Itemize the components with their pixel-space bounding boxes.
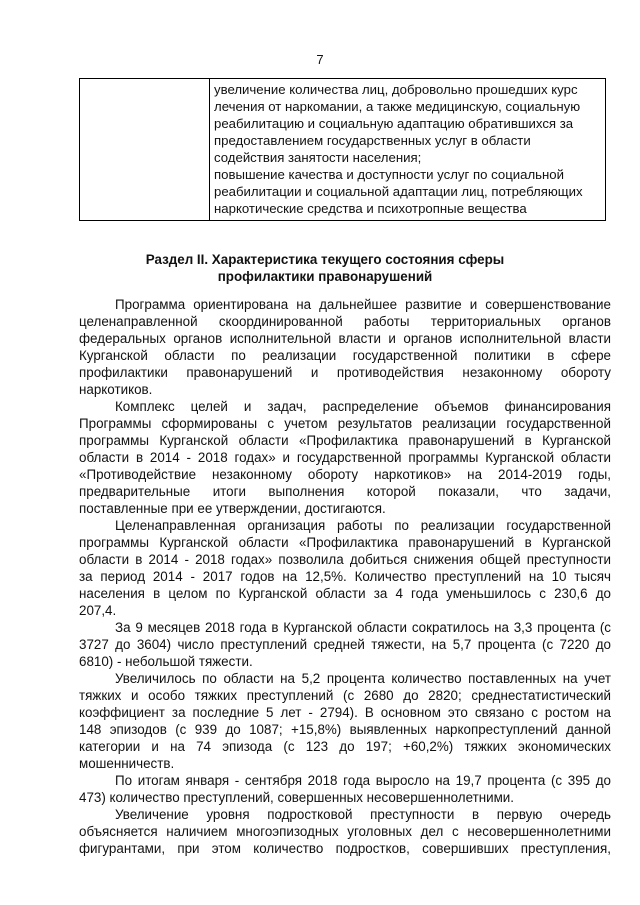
text-line: Целенаправленная организация работы по реализации государственной (115, 518, 611, 533)
text-line: 473) количество преступлений, совершенных несовершеннолетними. (79, 790, 515, 805)
text-line: программы Курганской области «Профилактика правонарушений в Курганской (79, 535, 611, 550)
table-line: увеличение количества лиц, добровольно прошедших курс (214, 82, 578, 97)
text-line: за период 2014 - 2017 годов на 12,5%. Количество преступлений на 10 тысяч (79, 569, 611, 584)
text-line: За 9 месяцев 2018 года в Курганской области сократилось на 3,3 процента (с (115, 620, 611, 635)
section-body (79, 296, 611, 857)
table-line: реабилитации и социальной адаптации лиц, потребляющих (214, 184, 583, 199)
text-line: федеральных органов исполнительной власти и органов исполнительной власти (79, 331, 611, 346)
text-line: Программа ориентирована на дальнейшее развитие и совершенствование (115, 297, 611, 312)
table-line: повышение качества и доступности услуг по социальной (214, 167, 564, 182)
text-line: 3727 до 3604) число преступлений средней тяжести, на 5,7 процента (с 7220 до (79, 637, 611, 652)
text-line: «Противодействие незаконному обороту наркотиков» на 2014-2019 годы, (79, 467, 611, 482)
paragraph (79, 670, 611, 772)
paragraph (79, 517, 611, 619)
paragraph (79, 398, 611, 517)
text-line: 6810) - небольшой тяжести. (79, 654, 253, 669)
text-line: наркотиков. (79, 382, 153, 397)
page-number: 7 (316, 52, 324, 67)
text-line: мошенничеств. (79, 756, 175, 771)
table-cell-empty (80, 79, 210, 221)
text-line: Увеличение уровня подростковой преступности в первую очередь (115, 807, 611, 822)
text-line: По итогам января - сентября 2018 года выросло на 19,7 процента (с 395 до (115, 773, 611, 788)
text-line: поставленные при ее утверждении, достигаются. (79, 501, 386, 516)
text-line: Комплекс целей и задач, распределение объемов финансирования (115, 399, 611, 414)
table-line: реабилитацию и социальную адаптацию обратившихся за (214, 116, 574, 131)
text-line: Курганской области по реализации государственной политики в сфере (79, 348, 611, 363)
table-line: предоставлением государственных услуг в области (214, 133, 531, 148)
text-line: объясняется наличием многоэпизодных уголовных дел с несовершеннолетними (79, 824, 611, 839)
heading-line: профилактики правонарушений (217, 269, 433, 284)
continued-table (79, 78, 606, 221)
text-line: профилактики правонарушений и противодействия незаконному обороту (79, 365, 611, 380)
text-line: Увеличилось по области на 5,2 процента количество поставленных на учет (115, 671, 611, 686)
text-line: коэффициент за последние 5 лет - 2794). В основном это связано с ростом на (79, 705, 611, 720)
text-line: Программы сформированы с учетом результатов реализации государственной (79, 416, 611, 431)
text-line: программы Курганской области «Профилактика правонарушений в Курганской (79, 433, 611, 448)
text-line: области в 2014 - 2018 годах» позволила добиться снижения общей преступности (79, 552, 611, 567)
paragraph (79, 296, 611, 398)
text-line: тяжких и особо тяжких преступлений (с 2680 до 2820; среднестатистический (79, 688, 611, 703)
text-line: категории и на 74 эпизода (с 123 до 197; +60,2%) тяжких экономических (79, 739, 611, 754)
text-line: целенаправленной скоординированной работы территориальных органов (79, 314, 611, 329)
text-line: области в 2014 - 2018 годах» и государственной программы Курганской области (79, 450, 611, 465)
table-cell-outcomes (210, 79, 606, 221)
text-line: 148 эпизодов (с 939 до 1087; +15,8%) выявленных наркопреступлений данной (79, 722, 611, 737)
table-line: лечения от наркомании, а также медицинскую, социальную (214, 99, 581, 114)
paragraph (79, 806, 611, 857)
text-line: фигурантами, при этом количество подростков, совершивших преступления, (79, 841, 611, 856)
section-heading (100, 251, 550, 285)
table-line: содействия занятости населения; (214, 150, 422, 165)
paragraph (79, 619, 611, 670)
heading-line: Раздел II. Характеристика текущего состояния сферы (145, 252, 505, 267)
paragraph (79, 772, 611, 806)
text-line: предварительные итоги выполнения которой показали, что задачи, (79, 484, 611, 499)
table-line: наркотические средства и психотропные вещества (214, 201, 527, 216)
text-line: населения в целом по Курганской области за 4 года уменьшилось с 230,6 до (79, 586, 611, 601)
text-line: 207,4. (79, 603, 117, 618)
